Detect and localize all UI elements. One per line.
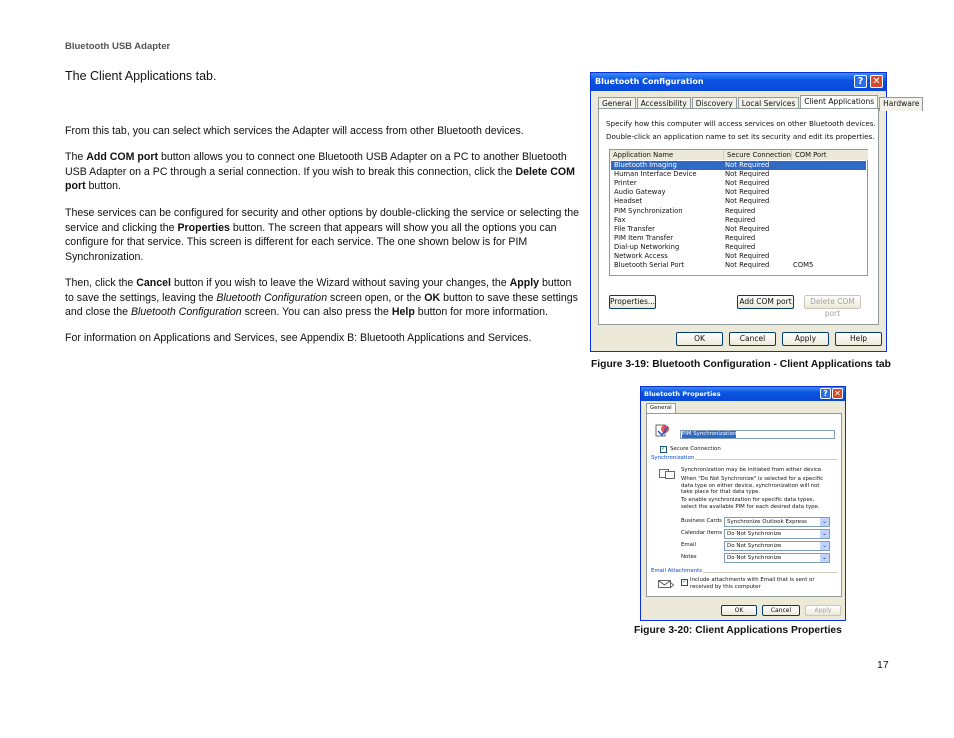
chevron-down-icon: ⌄ xyxy=(821,518,828,525)
email-group-label: Email Attachments xyxy=(651,568,703,574)
sync-text-1: Synchronization may be initiated from either device. xyxy=(681,467,823,473)
notes-label: Notes xyxy=(681,554,697,560)
help-button[interactable]: Help xyxy=(835,332,882,346)
table-row[interactable] xyxy=(611,234,866,243)
help-icon[interactable]: ? xyxy=(820,388,831,399)
figure-3-20-caption: Figure 3-20: Client Applications Properties xyxy=(634,625,842,636)
intro-line-2: Double-click an application name to set its security and edit its properties. xyxy=(606,132,875,141)
app-name-cell: PIM Synchronization xyxy=(614,206,683,215)
table-row[interactable] xyxy=(611,243,866,252)
email-attachment-icon xyxy=(658,576,674,586)
app-name-cell: Audio Gateway xyxy=(614,188,666,197)
app-name-cell: Bluetooth Imaging xyxy=(614,161,677,169)
secure-connection-cell: Not Required xyxy=(725,252,770,260)
secure-connection-cell: Required xyxy=(725,233,756,242)
properties-button[interactable]: Properties... xyxy=(609,295,656,309)
business-cards-label: Business Cards xyxy=(681,518,722,524)
bluetooth-properties-window xyxy=(640,386,846,621)
service-name-input[interactable]: PIM Synchronization xyxy=(680,430,835,439)
figure-3-19-caption: Figure 3-19: Bluetooth Configuration - Client Applications tab xyxy=(591,359,891,370)
delete-com-port-button[interactable]: Delete COM port xyxy=(804,295,861,309)
secure-connection-cell: Required xyxy=(725,242,756,251)
table-row[interactable] xyxy=(611,188,866,197)
table-row[interactable] xyxy=(611,179,866,188)
properties-title: Bluetooth Properties xyxy=(644,390,721,398)
column-header-com[interactable]: COM Port xyxy=(792,150,868,160)
properties-apply-button[interactable]: Apply xyxy=(805,605,841,616)
tab-hardware[interactable]: Hardware xyxy=(879,97,923,111)
notes-select[interactable]: Do Not Synchronize ⌄ xyxy=(724,553,830,563)
calendar-items-label: Calendar Items xyxy=(681,530,723,536)
include-attachments-checkbox[interactable]: ✓ xyxy=(682,579,688,585)
calendar-items-select[interactable]: Do Not Synchronize ⌄ xyxy=(724,529,830,539)
tab-client-applications[interactable]: Client Applications xyxy=(800,95,878,109)
email-label: Email xyxy=(681,542,696,548)
bluetooth-configuration-window xyxy=(590,72,920,352)
tab-general[interactable]: General xyxy=(598,97,636,111)
table-row[interactable] xyxy=(611,170,866,179)
add-com-port-button[interactable]: Add COM port xyxy=(737,295,794,309)
chevron-down-icon: ⌄ xyxy=(821,530,828,537)
app-name-cell: Network Access xyxy=(614,252,668,260)
sync-group-label: Synchronization xyxy=(651,455,695,461)
table-row[interactable] xyxy=(611,216,866,225)
table-row[interactable] xyxy=(611,252,866,261)
app-name-cell: Dial-up Networking xyxy=(614,242,680,251)
com-port-cell: COM5 xyxy=(793,261,814,270)
paragraph-intro: From this tab, you can select which services the Adapter will access from other Bluetooth devices. xyxy=(65,125,524,137)
pim-sync-icon xyxy=(655,423,670,438)
secure-connection-checkbox[interactable]: ✓ xyxy=(661,446,667,452)
secure-connection-cell: Not Required xyxy=(725,161,770,169)
secure-connection-cell: Required xyxy=(725,215,756,224)
secure-connection-cell: Not Required xyxy=(725,224,770,233)
properties-titlebar xyxy=(641,387,845,401)
app-name-cell: Human Interface Device xyxy=(614,170,697,179)
cancel-button[interactable]: Cancel xyxy=(729,332,776,346)
include-attachments-label: Include attachments with Email that is sent or received by this computer xyxy=(690,577,815,590)
secure-connection-cell: Not Required xyxy=(725,261,770,270)
applications-list[interactable] xyxy=(609,149,868,276)
properties-cancel-button[interactable]: Cancel xyxy=(762,605,800,616)
window-title: Bluetooth Configuration xyxy=(595,77,704,86)
secure-connection-label: Secure Connection xyxy=(670,446,721,452)
tab-discovery[interactable]: Discovery xyxy=(692,97,737,111)
table-row[interactable] xyxy=(611,197,866,206)
ok-button[interactable]: OK xyxy=(676,332,723,346)
close-icon[interactable]: ✕ xyxy=(870,75,883,88)
app-name-cell: File Transfer xyxy=(614,224,655,233)
sync-text-2: When "Do Not Synchronize" is selected for a specific data type on either device, synchronization will not take place for that data type. xyxy=(681,476,824,496)
page-number: 17 xyxy=(877,659,889,671)
table-row[interactable] xyxy=(611,261,866,270)
sync-icon xyxy=(659,466,675,476)
column-header-application[interactable]: Application Name xyxy=(610,150,724,160)
secure-connection-cell: Not Required xyxy=(725,197,770,206)
section-title: The Client Applications tab. xyxy=(65,69,217,83)
column-header-secure[interactable]: Secure Connection xyxy=(724,150,792,160)
intro-line-1: Specify how this computer will access services on other Bluetooth devices. xyxy=(606,119,876,128)
paragraph-com-port: The Add COM port button allows you to connect one Bluetooth USB Adapter on a PC to another Bluetooth USB Adapter on a PC through a serial connection. If you wish to break this connection, click the Delete COM port button. xyxy=(65,151,575,193)
tab-local-services[interactable]: Local Services xyxy=(738,97,799,111)
chevron-down-icon: ⌄ xyxy=(821,554,828,561)
table-row[interactable] xyxy=(611,161,866,170)
properties-ok-button[interactable]: OK xyxy=(721,605,757,616)
paragraph-properties: These services can be configured for security and other options by double-clicking the service or selecting the service and clicking the Properties button. The screen that appears will show you all the options you can configure for that service. This screen is different for each service. The one shown below is for PIM Synchronization. xyxy=(65,207,580,263)
close-icon[interactable]: ✕ xyxy=(832,388,843,399)
table-row[interactable] xyxy=(611,207,866,216)
secure-connection-cell: Not Required xyxy=(725,170,770,179)
app-name-cell: Bluetooth Serial Port xyxy=(614,261,685,270)
sync-text-3: To enable synchronization for specific data types, select the available PIM for each desired data type. xyxy=(681,497,820,510)
app-name-cell: Printer xyxy=(614,179,637,188)
running-header: Bluetooth USB Adapter xyxy=(65,41,171,52)
business-cards-select[interactable]: Synchronize Outlook Express ⌄ xyxy=(724,517,830,527)
table-row[interactable] xyxy=(611,225,866,234)
tab-panel xyxy=(598,108,879,325)
secure-connection-cell: Required xyxy=(725,206,756,215)
app-name-cell: Headset xyxy=(614,197,643,206)
email-select[interactable]: Do Not Synchronize ⌄ xyxy=(724,541,830,551)
properties-panel xyxy=(646,413,842,597)
tab-general[interactable]: General xyxy=(646,403,676,414)
window-titlebar xyxy=(591,73,886,91)
apply-button[interactable]: Apply xyxy=(782,332,829,346)
tab-accessibility[interactable]: Accessibility xyxy=(637,97,691,111)
app-name-cell: PIM Item Transfer xyxy=(614,233,674,242)
chevron-down-icon: ⌄ xyxy=(821,542,828,549)
secure-connection-cell: Not Required xyxy=(725,179,770,188)
paragraph-appendix: For information on Applications and Services, see Appendix B: Bluetooth Applications and Services. xyxy=(65,332,532,344)
help-icon[interactable]: ? xyxy=(854,75,867,88)
app-name-cell: Fax xyxy=(614,215,626,224)
paragraph-buttons: Then, click the Cancel button if you wish to leave the Wizard without saving your changes, the Apply button to save the settings, leaving the Bluetooth Configuration screen open, or the OK button to save these settings and close the Bluetooth Configuration screen. You can also press the Help button for more information. xyxy=(65,277,578,319)
secure-connection-cell: Not Required xyxy=(725,188,770,197)
